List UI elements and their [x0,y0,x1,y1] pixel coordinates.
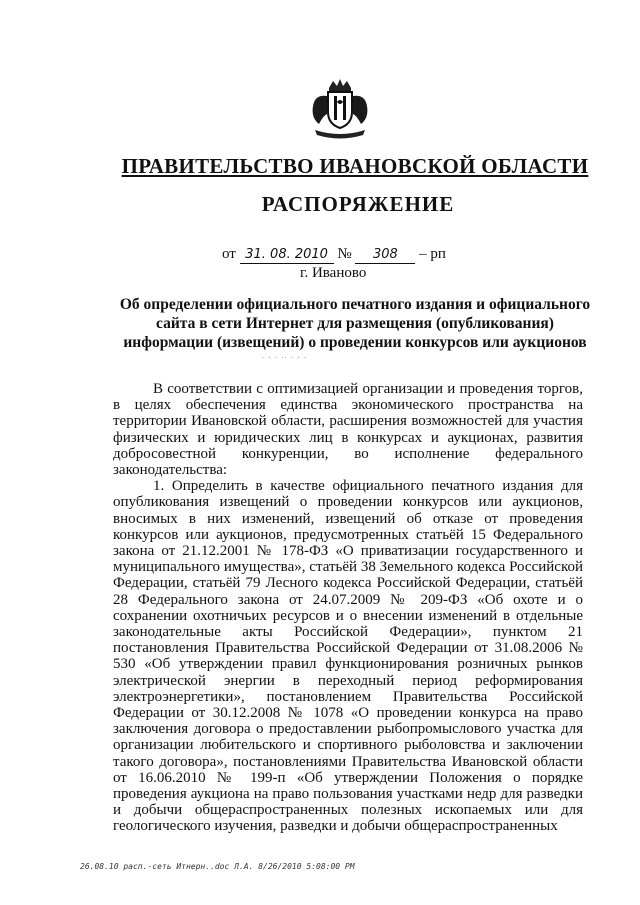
document-type: РАСПОРЯЖЕНИЕ [261,192,455,216]
preamble-paragraph: В соответствии с оптимизацией организации и проведения торгов, в целях обеспечения единства экономического пространства на территории Ивановской области, расширения возможностей для участия физических и юридических лиц в конкурсах и аукционах, развития добросовестной конкуренции, во исполнение федерального законодательства: [113,381,583,479]
document-subject: Об определении официального печатного издания и официального сайта в сети Интернет для размещения (опубликования) информации (извещений) о проведении конкурсов или аукционов [119,296,591,351]
number-label: № [337,246,352,262]
government-title: ПРАВИТЕЛЬСТВО ИВАНОВСКОЙ ОБЛАСТИ [121,154,589,178]
dateline-suffix: – рп [419,246,446,262]
handwritten-number: 308 [355,247,415,264]
faint-stamp-mark: · · · ·· · · · [262,354,308,362]
item-1-paragraph: 1. Определить в качестве официального печатного издания для опубликования извещений о проведении конкурсов или аукционов, вносимых в них изменений, извещений об отказе от проведения конкурсов или аукционов, предусмотренных статьёй 15 Федерального закона от 21.12.2001 № 178-ФЗ «О приватизации государственного и муниципального имущества», статьёй 38 Земельного кодекса Российской Федерации, статьёй 79 Лесного кодекса Российской Федерации, статьёй 28 Федерального закона от 24.07.2009 № 209-ФЗ «Об охоте и о сохранении охотничьих ресурсов и о внесении изменений в отдельные законодательные акты Российской Федерации», пунктом 21 постановления Правительства Российской Федерации от 31.08.2006 № 530 «Об утверждении правил функционирования розничных рынков электрической энергии в переходный период реформирования электроэнергетики», постановлением Правительства Российской Федерации от 30.12.2008 № 1078 «О проведении конкурса на право заключения договора о предоставлении рыбопромыслового участка для организации любительского и спортивного рыболовства и заключении такого договора», постановлениями Правительства Ивановской области от 16.06.2010 № 199-п «Об утверждении Положения о порядке проведения аукциона на право пользования участками недр для разведки и добычи общераспространенных полезных ископаемых или для геологического изучения, разведки и добычи общераспространенных [113,478,583,835]
dateline [222,246,446,264]
handwritten-date: 31. 08. 2010 [240,247,334,264]
city: г. Иваново [300,265,367,281]
coat-of-arms-icon [305,78,375,142]
dateline-prefix: от [222,246,236,262]
file-footer: 26.08.10 расп.-сеть Итнерн..doc Л.А. 8/26/2010 5:08:00 PM [80,862,355,871]
document-body [113,381,583,835]
